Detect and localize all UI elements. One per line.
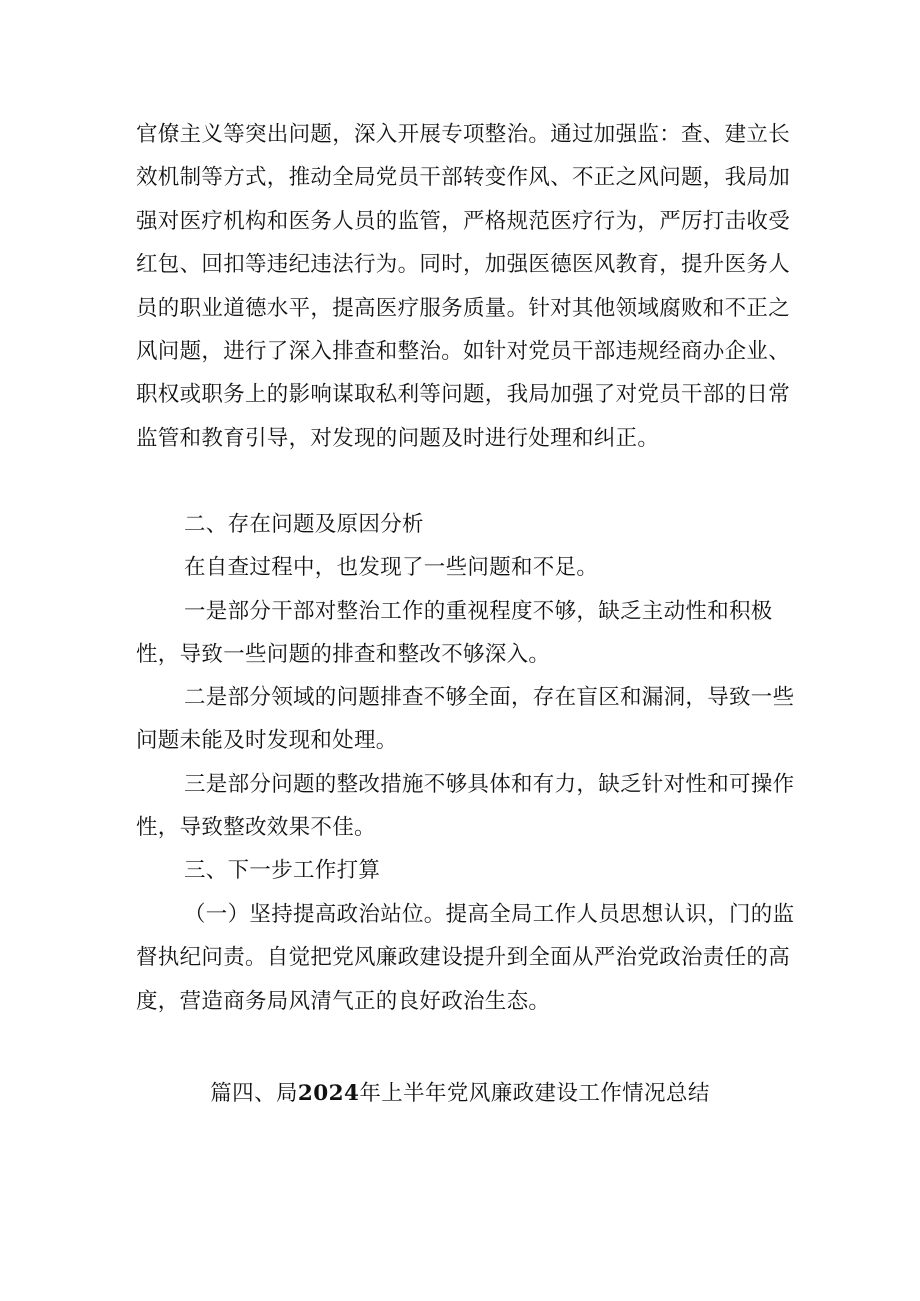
next-article-title [0,1072,920,1115]
paragraph-rectification-measures: 官僚主义等突出问题，深入开展专项整治。通过加强监：查、建立长效机制等方式，推动全局党员干部转变作风、不正之风问题，我局加强对医疗机构和医务人员的监管，严格规范医疗行为，严厉打击收受红包、回扣等违纪违法行为。同时，加强医德医风教育，提升医务人员的职业道德水平，提高医疗服务质量。针对其他领域腐败和不正之风问题，进行了深入排查和整治。如针对党员干部违规经商办企业、职权或职务上的影响谋取私利等问题，我局加强了对党员干部的日常监管和教育引导，对发现的问题及时进行处理和纠正。 [136,122,791,451]
section-heading-next-steps: 三、下一步工作打算 [184,858,381,883]
section-heading-problems: 二、存在问题及原因分析 [184,512,424,537]
paragraph-problem-one: 一是部分干部对整治工作的重视程度不够，缺乏主动性和积极性，导致一些问题的排查和整改不够深入。 [136,599,773,668]
next-article-title-suffix: 年上半年党风廉政建设工作情况总结 [359,1081,710,1106]
next-article-title-year: 2024 [297,1081,360,1106]
paragraph-problem-two: 二是部分领域的问题排查不够全面，存在盲区和漏洞，导致一些问题未能及时发现和处理。 [136,685,795,754]
paragraph-problem-three: 三是部分问题的整改措施不够具体和有力，缺乏针对性和可操作性，导致整改效果不佳。 [136,772,795,841]
paragraph-political-stance: （一）坚持提高政治站位。提高全局工作人员思想认识，门的监督执纪问责。自觉把党风廉政建设提升到全面从严治党政治责任的高度，营造商务局风清气正的良好政治生态。 [136,902,795,1014]
paragraph-problems-intro: 在自查过程中，也发现了一些问题和不足。 [184,555,599,580]
next-article-title-prefix: 篇四、局 [210,1081,298,1106]
